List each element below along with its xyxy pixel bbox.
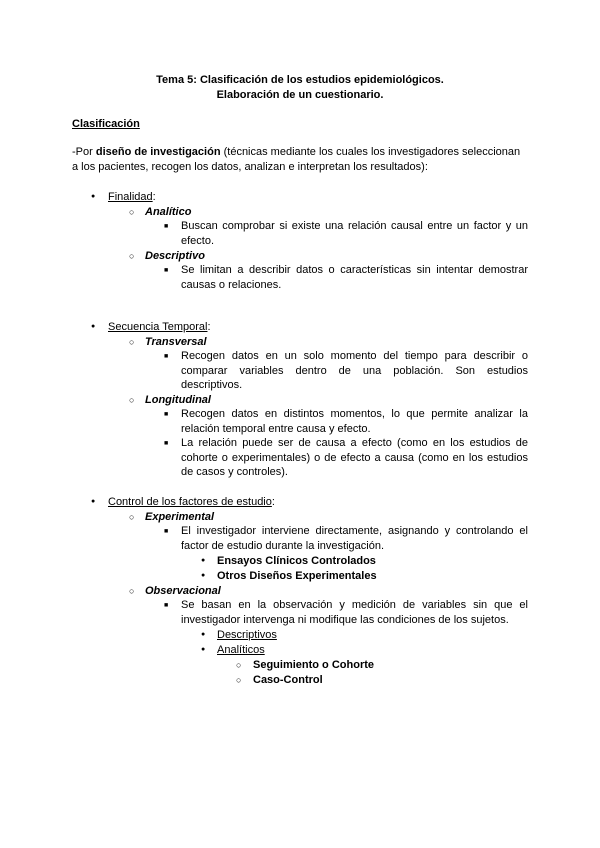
intro-rest: (técnicas mediante los cuales los investigadores seleccionan a los pacientes, recogen los datos, analizan e interpretan los resultados):: [72, 146, 521, 173]
bullet-circle-icon: [129, 584, 134, 599]
descriptivo-label: Descriptivo: [145, 250, 205, 262]
observacional-text: Se basan en la observación y medición de variables sin que el investigador intervenga ni modifique las condiciones de los sujetos.: [181, 599, 528, 626]
experimental-sub-1: Ensayos Clínicos Controlados: [217, 555, 376, 567]
bullet-circle-icon: [129, 510, 134, 525]
longitudinal-label: Longitudinal: [145, 394, 211, 406]
bullet-circle-icon: [129, 249, 134, 264]
control-label: Control de los factores de estudio: [108, 496, 272, 508]
experimental-text: El investigador interviene directamente, asignando y controlando el factor de estudio durante la investigación.: [181, 525, 528, 552]
finalidad-colon: :: [152, 191, 156, 203]
document-title-line1: Tema 5: Clasificación de los estudios epidemiológicos.: [156, 74, 444, 86]
longitudinal-text-2: La relación puede ser de causa a efecto (como en los estudios de cohorte o experimentales) o de efecto a causa (como en los estudios de casos y controles).: [181, 437, 528, 479]
bullet-disc-icon: [91, 495, 95, 509]
observacional-sub-2: Analíticos: [217, 644, 265, 656]
bullet-square-icon: [164, 408, 168, 422]
intro-paragraph: [72, 145, 528, 175]
observacional-sub-1: Descriptivos: [217, 629, 277, 641]
observacional-label: Observacional: [145, 585, 221, 597]
descriptivo-text: Se limitan a describir datos o características sin intentar demostrar causas o relaciones.: [181, 264, 528, 291]
bullet-circle-icon: [129, 205, 134, 220]
analitico-label: Analítico: [145, 206, 192, 218]
bullet-circle-icon: [236, 658, 241, 673]
bullet-disc-icon: [201, 643, 205, 657]
bullet-square-icon: [164, 525, 168, 539]
secuencia-colon: :: [207, 321, 211, 333]
bullet-square-icon: [164, 220, 168, 234]
intro-prefix: -Por: [72, 146, 96, 158]
analitico-text: Buscan comprobar si existe una relación causal entre un factor y un efecto.: [181, 220, 528, 247]
bullet-square-icon: [164, 264, 168, 278]
bullet-disc-icon: [201, 628, 205, 642]
bullet-disc-icon: [201, 554, 205, 568]
intro-bold: diseño de investigación: [95, 146, 221, 158]
experimental-label: Experimental: [145, 511, 215, 523]
finalidad-label: Finalidad: [108, 191, 153, 203]
bullet-circle-icon: [236, 673, 241, 688]
observacional-sub-2b: Caso-Control: [253, 674, 323, 686]
bullet-square-icon: [164, 437, 168, 451]
experimental-sub-2: Otros Diseños Experimentales: [217, 570, 377, 582]
control-heading: [108, 495, 275, 509]
bullet-circle-icon: [129, 335, 134, 350]
secuencia-heading: [108, 320, 211, 334]
bullet-disc-icon: [91, 320, 95, 334]
finalidad-heading: [108, 190, 156, 204]
observacional-sub-2a: Seguimiento o Cohorte: [253, 659, 374, 671]
transversal-text: Recogen datos en un solo momento del tiempo para describir o comparar variables dentro de una población. Son estudios descriptivos.: [181, 350, 528, 392]
secuencia-label: Secuencia Temporal: [108, 321, 208, 333]
transversal-label: Transversal: [145, 336, 207, 348]
bullet-square-icon: [164, 599, 168, 613]
bullet-disc-icon: [91, 190, 95, 204]
control-colon: :: [271, 496, 275, 508]
bullet-square-icon: [164, 350, 168, 364]
document-title-line2: Elaboración de un cuestionario.: [216, 89, 384, 101]
section-heading: Clasificación: [72, 118, 140, 130]
bullet-circle-icon: [129, 393, 134, 408]
bullet-disc-icon: [201, 569, 205, 583]
longitudinal-text-1: Recogen datos en distintos momentos, lo que permite analizar la relación temporal entre causa y efecto.: [181, 408, 528, 435]
